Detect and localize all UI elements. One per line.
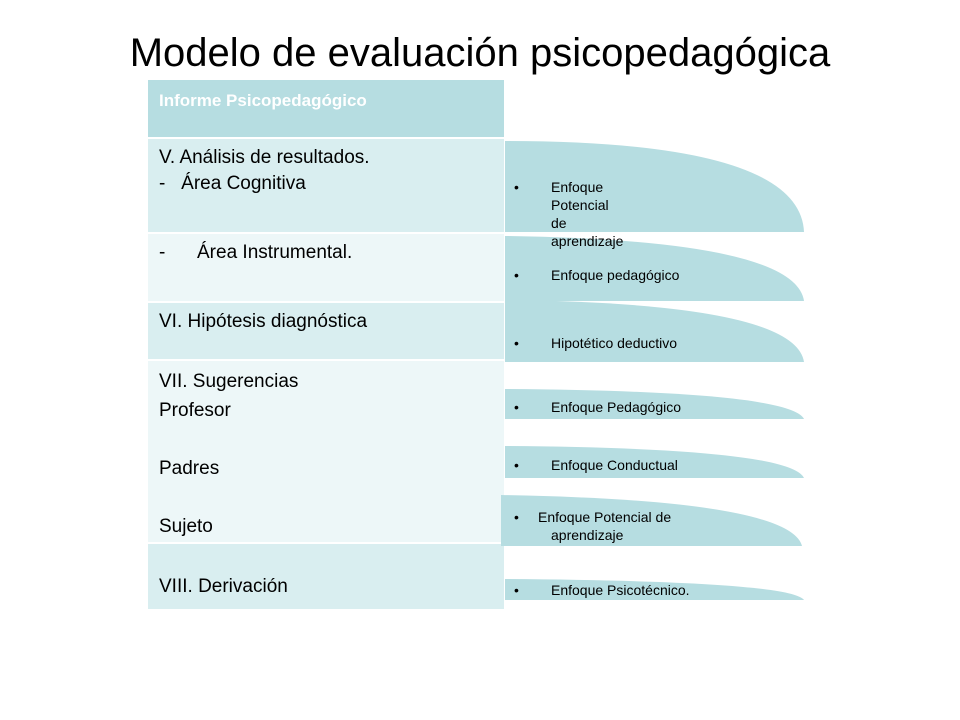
approach-label: Enfoque Conductual: [551, 457, 678, 473]
row-line: Profesor: [159, 400, 231, 421]
approach-label: aprendizaje: [551, 233, 624, 249]
approach-label: Enfoque Pedagógico: [551, 399, 681, 415]
slide-title: Modelo de evaluación psicopedagógica: [129, 31, 831, 75]
approach-label: aprendizaje: [551, 527, 624, 543]
bullet-dot: •: [514, 179, 519, 195]
row-line: VI. Hipótesis diagnóstica: [159, 311, 368, 332]
approach-shape: [505, 300, 804, 362]
bullet-dot: •: [514, 267, 519, 283]
bullet-dot: •: [514, 582, 519, 598]
row-line: - Área Instrumental.: [159, 242, 353, 263]
row-line: V. Análisis de resultados.: [159, 147, 370, 168]
approach-shape: [505, 141, 804, 232]
bullet-dot: •: [514, 335, 519, 351]
approach-label: Enfoque Psicotécnico.: [551, 582, 690, 598]
approach-label: Hipotético deductivo: [551, 335, 678, 351]
row-line: Sujeto: [159, 516, 213, 537]
approach-label: Enfoque Potencial de: [551, 179, 609, 231]
row-line: VIII. Derivación: [159, 576, 288, 597]
row-line: VII. Sugerencias: [159, 371, 299, 392]
approach-label: Enfoque Potencial de: [538, 509, 672, 525]
approach-label: Enfoque pedagógico: [551, 267, 680, 283]
row-line: - Área Cognitiva: [159, 173, 306, 194]
table-header-label: Informe Psicopedagógico: [159, 91, 367, 110]
bullet-dot: •: [514, 457, 519, 473]
bullet-dot: •: [514, 399, 519, 415]
bullet-dot: •: [514, 509, 519, 525]
row-line: Padres: [159, 458, 220, 479]
